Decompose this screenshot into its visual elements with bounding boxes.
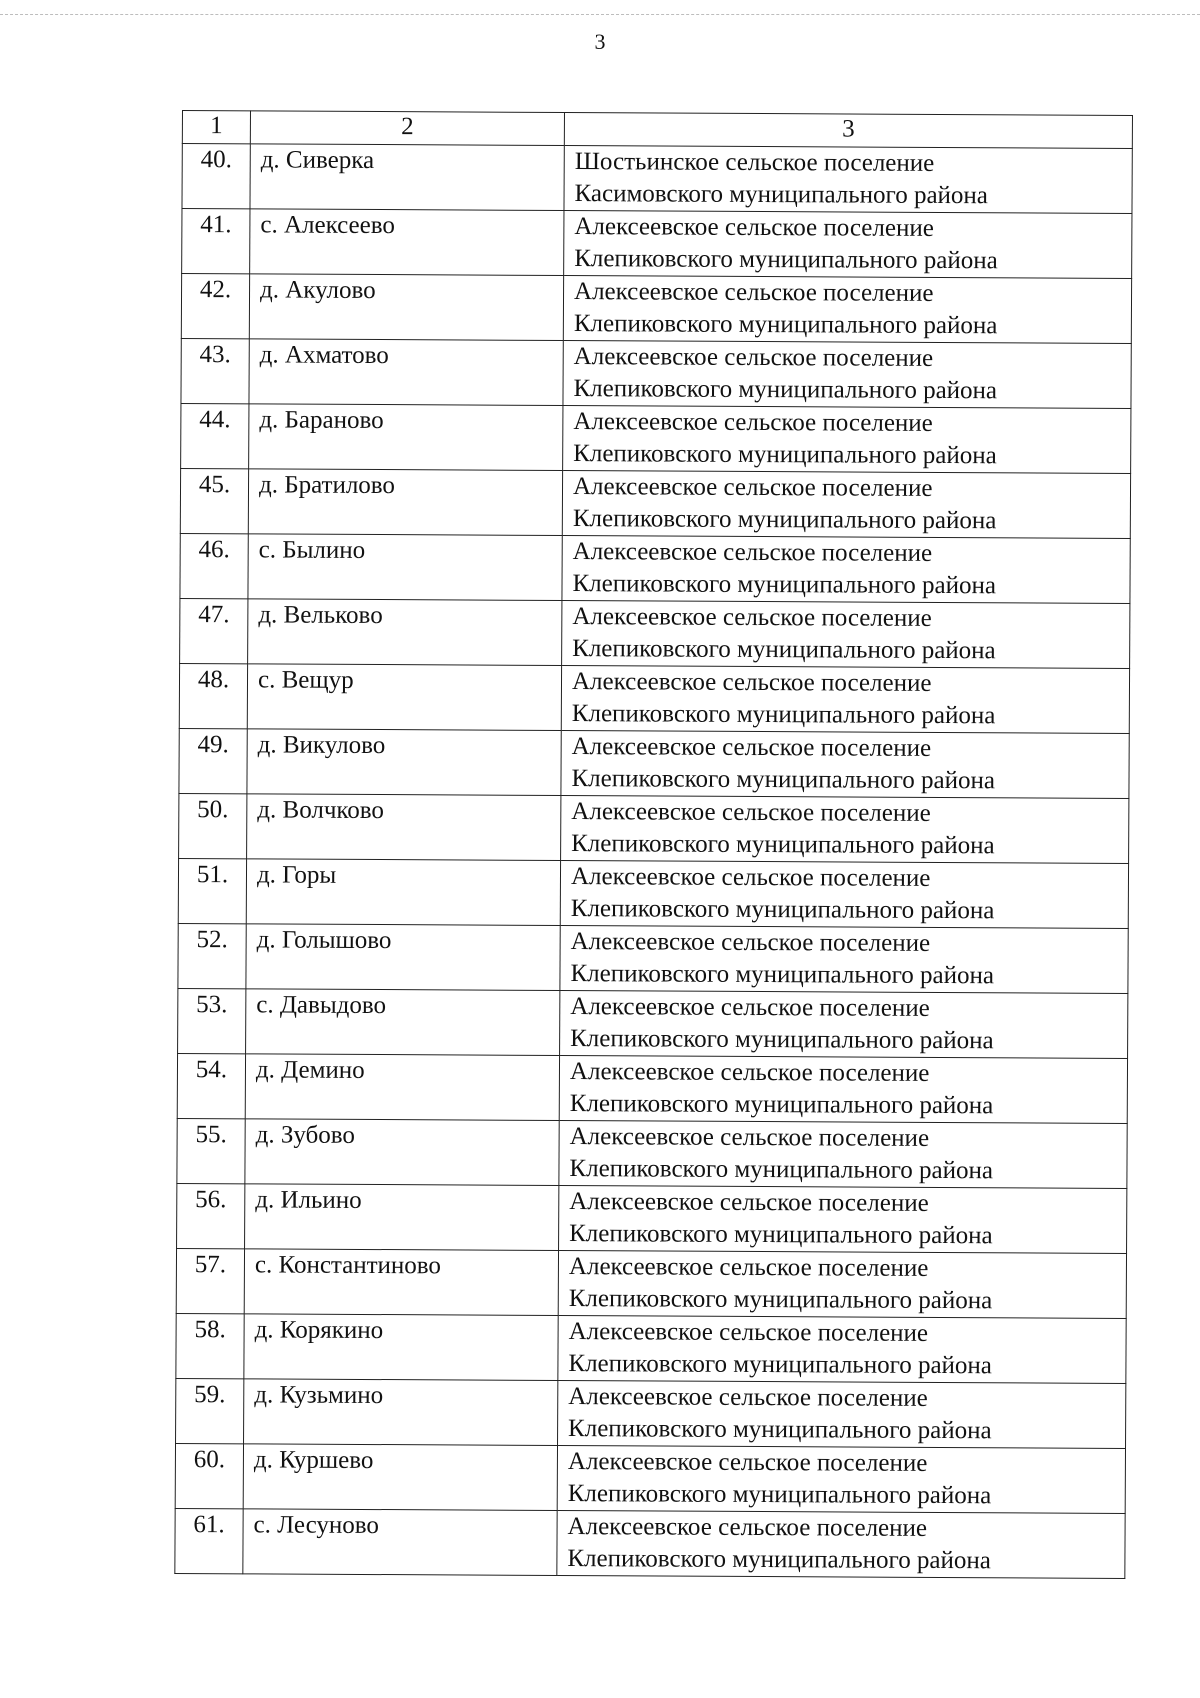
- municipality-cell: [559, 1185, 1127, 1253]
- header-label-3: 3: [842, 115, 855, 143]
- settlement-name-cell: с. Давыдово: [246, 989, 560, 1056]
- municipality-settlement-line: Алексеевское сельское поселение: [574, 213, 934, 242]
- municipality-district-line: Клепиковского муниципального района: [571, 830, 995, 860]
- table-row: [177, 1183, 1127, 1253]
- row-number-cell: 58.: [176, 1313, 244, 1378]
- settlement-name-cell: д. Зубово: [245, 1119, 559, 1186]
- row-number-cell: 44.: [181, 403, 249, 468]
- municipality-settlement-line: Алексеевское сельское поселение: [567, 1448, 928, 1477]
- header-cell-1: [182, 111, 250, 144]
- settlement-name-cell: д. Викулово: [247, 729, 561, 796]
- municipality-settlement-line: Алексеевское сельское поселение: [571, 668, 932, 697]
- table-row: [179, 793, 1129, 863]
- municipality-district-line: Клепиковского муниципального района: [571, 765, 996, 795]
- settlement-name-cell: с. Константиново: [244, 1249, 558, 1316]
- municipality-cell: [562, 535, 1130, 603]
- row-number-cell: 43.: [181, 338, 249, 403]
- municipality-district-line: Клепиковского муниципального района: [573, 310, 998, 340]
- header-label-2: 2: [401, 113, 414, 141]
- municipality-settlement-line: Алексеевское сельское поселение: [569, 1123, 930, 1152]
- table-row: [177, 1118, 1127, 1188]
- municipality-district-line: Клепиковского муниципального района: [567, 1480, 992, 1510]
- municipality-cell: [561, 665, 1129, 733]
- settlement-name-cell: д. Бараново: [249, 404, 563, 471]
- municipality-cell: [562, 470, 1130, 538]
- municipality-cell: [562, 600, 1130, 668]
- row-number-cell: 47.: [180, 598, 248, 663]
- municipality-cell: [557, 1510, 1125, 1578]
- municipality-district-line: Клепиковского муниципального района: [570, 895, 995, 925]
- municipality-settlement-line: Алексеевское сельское поселение: [573, 408, 933, 437]
- municipality-settlement-line: Алексеевское сельское поселение: [567, 1513, 928, 1542]
- settlement-name-cell: д. Кузьмино: [244, 1379, 558, 1446]
- table-row: [182, 144, 1132, 214]
- municipality-cell: [559, 1120, 1127, 1188]
- row-number-cell: 49.: [179, 728, 247, 793]
- settlement-name-cell: с. Алексеево: [250, 209, 564, 276]
- page-number: 3: [594, 29, 606, 54]
- table-row: [179, 663, 1129, 733]
- municipality-settlement-line: Алексеевское сельское поселение: [572, 603, 932, 632]
- municipality-district-line: Клепиковского муниципального района: [568, 1285, 993, 1315]
- row-number-cell: 61.: [175, 1508, 243, 1573]
- settlements-table: [174, 110, 1133, 1579]
- municipality-district-line: Касимовского муниципального района: [574, 180, 989, 210]
- municipality-cell: [558, 1380, 1126, 1448]
- municipality-settlement-line: Алексеевское сельское поселение: [570, 993, 930, 1022]
- municipality-settlement-line: Алексеевское сельское поселение: [573, 343, 934, 372]
- settlement-name-cell: д. Горы: [246, 859, 560, 926]
- table-row: [180, 468, 1130, 538]
- row-number-cell: 50.: [179, 793, 247, 858]
- table-body: [175, 111, 1133, 1579]
- municipality-settlement-line: Алексеевское сельское поселение: [570, 863, 931, 892]
- municipality-district-line: Клепиковского муниципального района: [573, 440, 997, 470]
- municipality-cell: [557, 1445, 1125, 1513]
- municipality-cell: [558, 1250, 1126, 1318]
- row-number-cell: 48.: [179, 663, 247, 728]
- municipality-district-line: Клепиковского муниципального района: [568, 1415, 992, 1445]
- row-number-cell: 42.: [181, 274, 249, 339]
- settlement-name-cell: д. Голышово: [246, 924, 560, 991]
- table-row: [178, 988, 1128, 1058]
- row-number-cell: 52.: [178, 923, 246, 988]
- settlement-name-cell: с. Былино: [248, 534, 562, 601]
- municipality-cell: [560, 925, 1128, 993]
- municipality-district-line: Клепиковского муниципального района: [570, 960, 995, 990]
- table-row: [180, 598, 1130, 668]
- municipality-district-line: Клепиковского муниципального района: [572, 505, 997, 535]
- municipality-district-line: Клепиковского муниципального района: [569, 1090, 994, 1120]
- table-row: [181, 338, 1131, 408]
- table-header-row: [182, 111, 1132, 149]
- municipality-district-line: Клепиковского муниципального района: [573, 375, 998, 405]
- table-row: [179, 728, 1129, 798]
- municipality-district-line: Клепиковского муниципального района: [571, 700, 996, 730]
- header-cell-2: [250, 111, 564, 146]
- municipality-district-line: Клепиковского муниципального района: [574, 245, 998, 275]
- municipality-cell: [561, 795, 1129, 863]
- row-number-cell: 45.: [180, 468, 248, 533]
- table-row: [181, 274, 1131, 344]
- header-label-1: 1: [210, 112, 223, 140]
- municipality-settlement-line: Алексеевское сельское поселение: [568, 1318, 929, 1347]
- row-number-cell: 51.: [178, 858, 246, 923]
- settlement-name-cell: д. Ахматово: [249, 339, 563, 406]
- municipality-settlement-line: Алексеевское сельское поселение: [573, 278, 934, 307]
- row-number-cell: 56.: [177, 1183, 245, 1248]
- settlement-name-cell: д. Корякино: [244, 1314, 558, 1381]
- municipality-settlement-line: Алексеевское сельское поселение: [572, 538, 933, 567]
- row-number-cell: 54.: [177, 1053, 245, 1118]
- municipality-settlement-line: Шостьинское сельское поселение: [574, 148, 935, 177]
- municipality-settlement-line: Алексеевское сельское поселение: [570, 928, 931, 957]
- settlement-name-cell: д. Братилово: [248, 469, 562, 536]
- table-row: [175, 1508, 1125, 1578]
- table-row: [178, 923, 1128, 993]
- municipality-district-line: Клепиковского муниципального района: [570, 1025, 994, 1055]
- table-row: [178, 858, 1128, 928]
- municipality-cell: [563, 276, 1131, 344]
- municipality-cell: [558, 1315, 1126, 1383]
- municipality-settlement-line: Алексеевское сельское поселение: [572, 473, 933, 502]
- row-number-cell: 41.: [182, 209, 250, 274]
- municipality-cell: [560, 860, 1128, 928]
- municipality-settlement-line: Алексеевское сельское поселение: [571, 733, 932, 762]
- table-row: [176, 1248, 1126, 1318]
- settlement-name-cell: д. Волчково: [247, 794, 561, 861]
- row-number-cell: 53.: [178, 988, 246, 1053]
- table-row: [180, 533, 1130, 603]
- row-number-cell: 46.: [180, 533, 248, 598]
- settlement-name-cell: д. Демино: [245, 1054, 559, 1121]
- municipality-cell: [564, 211, 1132, 279]
- table-row: [181, 403, 1131, 473]
- municipality-district-line: Клепиковского муниципального района: [572, 570, 997, 600]
- municipality-settlement-line: Алексеевское сельское поселение: [569, 1188, 929, 1217]
- municipality-cell: [564, 146, 1132, 214]
- header-cell-3: [564, 113, 1132, 149]
- municipality-cell: [560, 990, 1128, 1058]
- settlement-name-cell: д. Вельково: [248, 599, 562, 666]
- municipality-settlement-line: Алексеевское сельское поселение: [568, 1253, 929, 1282]
- row-number-cell: 57.: [176, 1248, 244, 1313]
- municipality-district-line: Клепиковского муниципального района: [567, 1545, 992, 1575]
- row-number-cell: 40.: [182, 144, 250, 209]
- municipality-district-line: Клепиковского муниципального района: [568, 1350, 993, 1380]
- row-number-cell: 59.: [176, 1378, 244, 1443]
- table-row: [182, 209, 1132, 279]
- municipality-cell: [563, 405, 1131, 473]
- settlement-name-cell: с. Лесуново: [243, 1509, 557, 1576]
- municipality-settlement-line: Алексеевское сельское поселение: [568, 1383, 928, 1412]
- municipality-district-line: Клепиковского муниципального района: [572, 635, 996, 665]
- municipality-cell: [561, 730, 1129, 798]
- row-number-cell: 55.: [177, 1118, 245, 1183]
- municipality-settlement-line: Алексеевское сельское поселение: [569, 1058, 930, 1087]
- settlement-name-cell: д. Сиверка: [250, 144, 564, 211]
- settlement-name-cell: с. Вещур: [247, 664, 561, 731]
- settlement-name-cell: д. Ильино: [245, 1184, 559, 1251]
- municipality-district-line: Клепиковского муниципального района: [569, 1155, 994, 1185]
- municipality-cell: [559, 1055, 1127, 1123]
- table-row: [175, 1443, 1125, 1513]
- table-row: [176, 1313, 1126, 1383]
- municipality-cell: [563, 340, 1131, 408]
- municipality-settlement-line: Алексеевское сельское поселение: [571, 798, 931, 827]
- municipality-district-line: Клепиковского муниципального района: [569, 1220, 993, 1250]
- row-number-cell: 60.: [175, 1443, 243, 1508]
- table-row: [176, 1378, 1126, 1448]
- table-row: [177, 1053, 1127, 1123]
- scan-top-edge-line: [0, 14, 1200, 15]
- settlement-name-cell: д. Куршево: [243, 1444, 557, 1511]
- settlement-name-cell: д. Акулово: [249, 274, 563, 341]
